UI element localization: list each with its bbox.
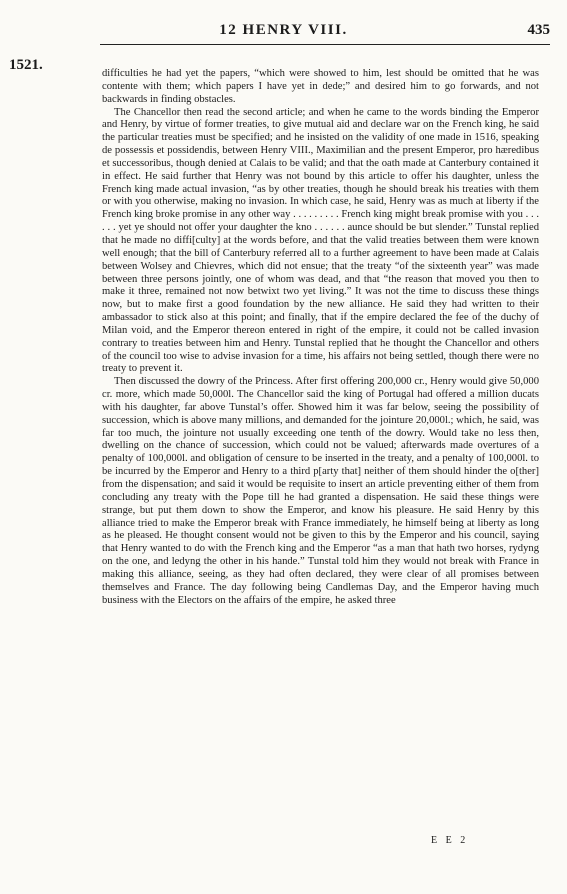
paragraph-continuation: difficulties he had yet the papers, “which were showed to him, lest should be omitted that he was contente with them; which papers I have yet in dede;” and desired him to go forwards, and not backwards in finding obstacles. (102, 68, 539, 105)
margin-year: 1521. (9, 57, 43, 73)
paragraph-dowry: Then discussed the dowry of the Princess. After first offering 200,000 cr., Henry would give 50,000 cr. more, which made 50,000l. The Chancellor said the king of Portugal had offered a million ducats with his daughter, far above Tunstal’s offer. Showed him it was far below, seeing the possibility of succession, which is above many millions, and demanded for the jointure 20,000l.; which, he said, was far too much, the jointure not usually exceeding one tenth of the dowry. Would take no less then, dwelling on the chance of succession, which could not be valued; afterwards made overtures of a penalty of 100,000l. and obligation of censure to be inserted in the treaty, and a penalty of 100,000l. to be incurred by the Emperor and Henry to a third p[arty that] neither of them should hinder the o[ther] from the dispensation; and said it would be requisite to insert an article preventing either of them from concluding any treaty with the Pope till he had granted a dispensation. He said these things were strange, but put them down to show the Emperor, and know his pleasure. He said Henry by this alliance tried to make the Emperor break with France immediately, he himself being at liberty as long as he pleased. He thought consent would not be given to this by the Emperor and his council, saying that Henry wanted to do with the French king and the Emperor “as a man that hath two horses, rydyng on the one, and ledyng the other in his hande.” Tunstal told him they would not break with France in making this alliance, seeing, as they had often declared, they were clear of all promises between themselves and France. The day following being Candlemas Day, and the Emperor having much business with the Electors on the affairs of the empire, he asked three (102, 376, 539, 606)
signature-mark: E E 2 (431, 835, 469, 846)
body-text (102, 68, 539, 607)
paragraph-second-article: The Chancellor then read the second article; and when he came to the words binding the Emperor and Henry, by virtue of former treaties, to give mutual aid and declare war on the French king, he said the particular treaties must be specified; and he insisted on the validity of one made in 1516, speaking de possessis et possidendis, between Henry VIII., Maximilian and the present Emperor, pro hæredibus et successoribus, though denied at Calais to be valid; and that the oath made at Canterbury contained it in effect. He said further that Henry was not bound by this article to offer his daughter, unless the French king made actual invasion, “as by other treaties, though he should break his treaties with them or with you otherwise, making no invasion. In which case, he said, Henry was as much at liberty if the French king broke promise in any other way . . . . . . . . . French king might break promise with you . . . . . . yet ye should not offer your daughter the kno . . . . . . aunce should be but slender.” Tunstal replied that he made no diffi[culty] at the words before, and that the valid treaties between them were known well enough; that the bill of Canterbury referred all to a further agreement to have been made at Calais between Wolsey and Chievres, which did not ensue; that the treaty “of the sixteenth year” was made between three persons jointly, one of whom was dead, and that “the reason that moved you then to make it three, remained not now betwixt two yet living.” It was not the time to discuss these things now, but to make first a good foundation by the new alliance. He said they had written to their ambassador to stick also at this point; and finally, that if the empire declared the fee of the duchy of Milan void, and the Emperor thereon entered in right of the empire, it could not be called invasion contrary to treaties between him and Henry. Tunstal replied that he thought the Chancellor and others of the council too wise to advise invasion for a time, his affairs not being settled, though there were no treaty to prevent it. (102, 106, 539, 375)
running-head-title: 12 HENRY VIII. (219, 22, 348, 38)
page-number: 435 (527, 22, 550, 38)
header-rule (100, 44, 550, 45)
